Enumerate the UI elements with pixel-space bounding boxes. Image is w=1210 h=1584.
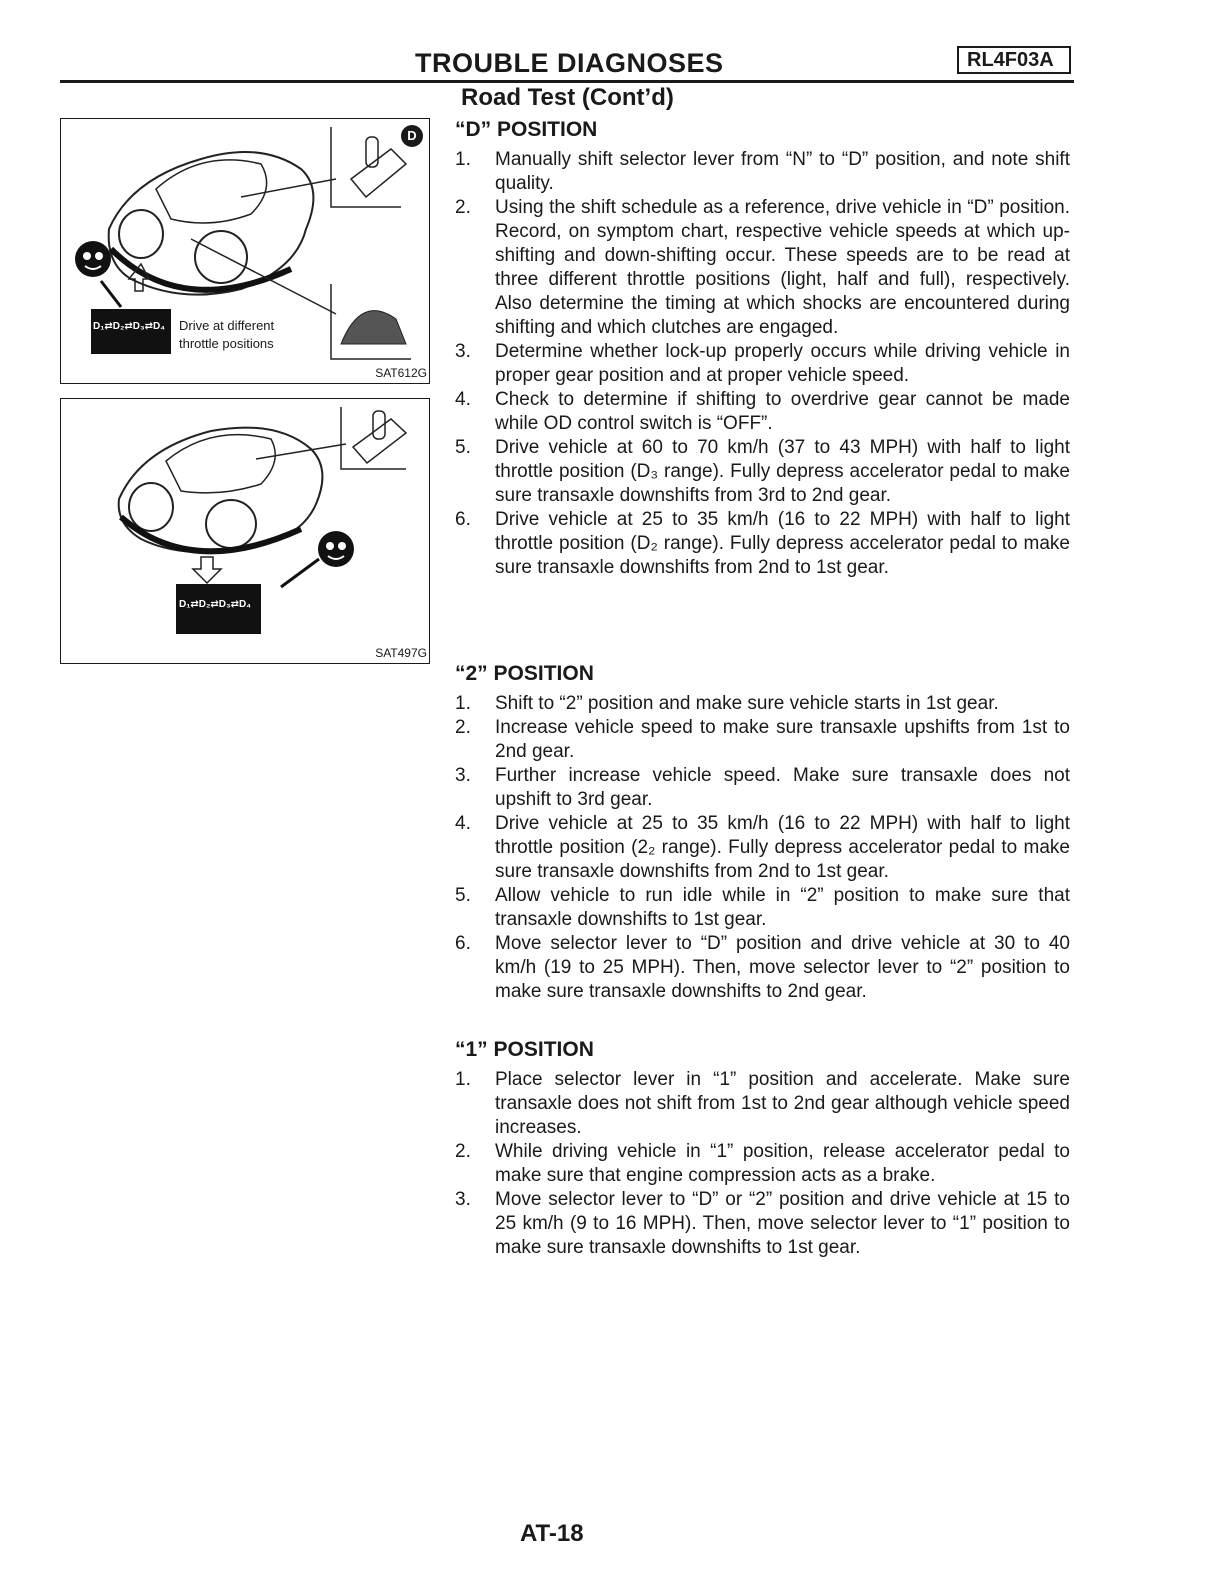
d-badge-icon: D xyxy=(401,125,423,147)
one-position-heading: “1” POSITION xyxy=(455,1038,594,1061)
list-item: 5. Drive vehicle at 60 to 70 km/h (37 to 43 MPH) with half to light throttle position (D₃ range). Fully depress accelerator pedal to make sure transaxle downshifts from 3rd to 2nd gear. xyxy=(455,437,1070,506)
list-item: 3. Determine whether lock-up properly occurs while driving vehicle in proper gear position and at proper vehicle speed. xyxy=(455,341,1070,386)
list-item: 5. Allow vehicle to run idle while in “2” position to make sure that transaxle downshifts to 1st gear. xyxy=(455,885,1070,930)
list-item: 1. Shift to “2” position and make sure vehicle starts in 1st gear. xyxy=(455,693,999,714)
page-header-title: TROUBLE DIAGNOSES xyxy=(415,48,724,78)
list-item: 3. Further increase vehicle speed. Make sure transaxle does not upshift to 3rd gear. xyxy=(455,765,1070,810)
one-position-section xyxy=(455,1038,1070,1260)
figure-code: SAT497G xyxy=(375,646,427,660)
list-item: 1. Place selector lever in “1” position and accelerate. Make sure transaxle does not shift from 1st to 2nd gear although vehicle speed increases. xyxy=(455,1069,1070,1138)
figure-drive-throttle xyxy=(60,118,430,384)
list-item: 2. Increase vehicle speed to make sure transaxle upshifts from 1st to 2nd gear. xyxy=(455,717,1070,762)
d-position-heading: “D” POSITION xyxy=(455,118,598,141)
list-item: 4. Check to determine if shifting to overdrive gear cannot be made while OD control switch is “OFF”. xyxy=(455,389,1070,434)
page-number: AT-18 xyxy=(520,1520,584,1547)
figure-caption: Drive at different throttle positions xyxy=(179,318,275,351)
list-item: 6. Move selector lever to “D” position and drive vehicle at 30 to 40 km/h (19 to 25 MPH). Then, move selector lever to “2” position to make sure transaxle downshifts to 2nd gear. xyxy=(455,933,1070,1002)
section-title: Road Test (Cont’d) xyxy=(461,84,674,111)
gear-indicator-label: D₁⇄D₂⇄D₃⇄D₄ xyxy=(93,321,165,332)
list-item: 3. Move selector lever to “D” or “2” position and drive vehicle at 15 to 25 km/h (9 to 16 MPH). Then, move selector lever to “1” position to make sure transaxle downshifts to 1st gear. xyxy=(455,1189,1070,1258)
two-position-section xyxy=(455,662,1070,1004)
list-item: 1. Manually shift selector lever from “N” to “D” position, and note shift quality. xyxy=(455,149,1070,194)
list-item: 6. Drive vehicle at 25 to 35 km/h (16 to 22 MPH) with half to light throttle position (D₂ range). Fully depress accelerator pedal to make sure transaxle downshifts from 2nd to 1st gear. xyxy=(455,509,1070,578)
figure-downshift xyxy=(60,398,430,664)
manual-code-box: RL4F03A xyxy=(957,46,1071,74)
header-rule xyxy=(60,80,1074,83)
figure-code: SAT612G xyxy=(375,366,427,380)
list-item: 2. Using the shift schedule as a reference, drive vehicle in “D” position. Record, on symptom chart, respective vehicle speeds at which up-shifting and down-shifting occur. These speeds are to be read at three different throttle positions (light, half and full), respectively. Also determine the timing at which shocks are encountered during shifting and which clutches are engaged. xyxy=(455,197,1070,338)
list-item: 4. Drive vehicle at 25 to 35 km/h (16 to 22 MPH) with half to light throttle position (2₂ range). Fully depress accelerator pedal to make sure transaxle downshifts from 2nd to 1st gear. xyxy=(455,813,1070,882)
list-item: 2. While driving vehicle in “1” position, release accelerator pedal to make sure that engine compression acts as a brake. xyxy=(455,1141,1070,1186)
d-position-section xyxy=(455,118,1070,580)
car-illustration xyxy=(61,399,429,663)
two-position-heading: “2” POSITION xyxy=(455,662,594,685)
gear-indicator-label: D₁⇄D₂⇄D₃⇄D₄ xyxy=(179,599,251,610)
